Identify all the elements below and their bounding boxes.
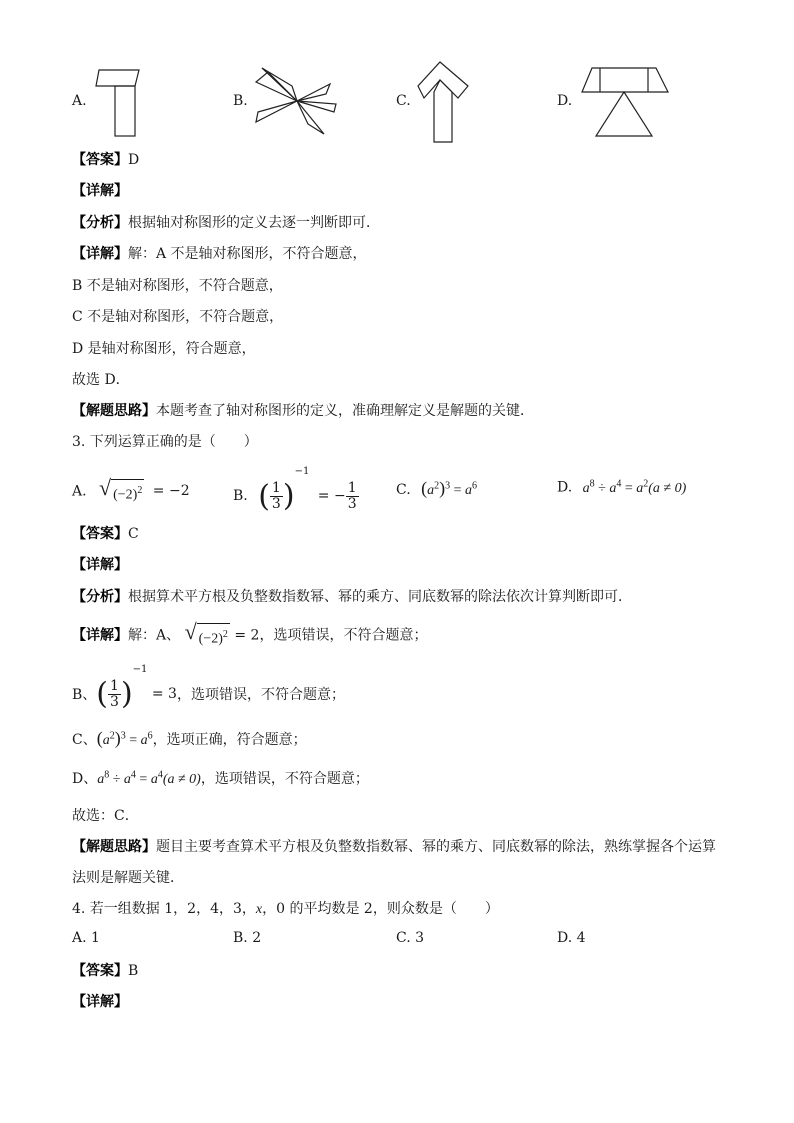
option-d-label: D. — [557, 93, 573, 109]
q2-line-c: C 不是轴对称图形，不符合题意， — [72, 309, 284, 325]
q3-option-d: D. $a^8 \div a^4 = a^2(a \ne 0)$ — [557, 478, 687, 496]
t-shape-icon — [95, 66, 145, 140]
q3-detail-heading: 【详解】 — [72, 557, 128, 573]
option-c-label: C. — [396, 93, 411, 109]
arrow-shape-icon — [414, 58, 474, 146]
q2-analysis: 【分析】根据轴对称图形的定义去逐一判断即可． — [72, 215, 380, 231]
q3-stem: 3. 下列运算正确的是（ ） — [72, 434, 258, 450]
q4-option-b: B. 2 — [233, 930, 262, 946]
q4-stem: 4. 若一组数据 1，2，4，3，x，0 的平均数是 2，则众数是（ ） — [72, 901, 499, 917]
option-b-label: B. — [233, 93, 248, 109]
q3-answer: 【答案】C — [72, 526, 139, 542]
q3-analysis: 【分析】根据算术平方根及负整数指数幂、幂的乘方、同底数幂的除法依次计算判断即可． — [72, 589, 632, 605]
q2-conclusion: 故选 D． — [72, 372, 130, 388]
q3-approach: 【解题思路】题目主要考查算术平方根及负整数指数幂、幂的乘方、同底数幂的除法，熟练掌握各个运算 — [72, 839, 716, 855]
q3-option-b: B. ( $\frac{1}{3}$ )$^{-1}$ = − $\frac{1}{3}$ — [233, 466, 357, 514]
q2-detail: 【详解】解：A 不是轴对称图形，不符合题意， — [72, 246, 367, 262]
q4-option-a: A. 1 — [72, 930, 100, 946]
q2-line-b: B 不是轴对称图形，不符合题意， — [72, 278, 283, 294]
q2-line-d: D 是轴对称图形，符合题意， — [72, 341, 256, 357]
q3-detail-c: C、$(a^2)^3 = a^6$，选项正确，符合题意； — [72, 728, 307, 748]
q2-answer: 【答案】D — [72, 152, 140, 168]
q2-approach: 【解题思路】本题考查了轴对称图形的定义，准确理解定义是解题的关键． — [72, 403, 534, 419]
q4-answer: 【答案】B — [72, 963, 139, 979]
q4-detail-heading: 【详解】 — [72, 994, 128, 1010]
trapezoid-triangle-icon — [578, 64, 674, 140]
q3-approach-cont: 法则是解题关键． — [72, 870, 184, 886]
q4-option-d: D. 4 — [557, 930, 586, 946]
pinwheel-icon — [252, 64, 342, 140]
q2-detail-heading: 【详解】 — [72, 183, 128, 199]
q3-conclusion: 故选：C． — [72, 808, 139, 824]
q3-detail-b: B、( $\frac{1}{3}$ )$^{-1}$ = 3，选项错误，不符合题意； — [72, 664, 345, 712]
q3-detail-d: D、$a^8 \div a^4 = a^4(a \ne 0)$，选项错误，不符合题意； — [72, 769, 369, 787]
q3-option-c: C. $(a^2)^3 = a^6$ — [396, 478, 478, 498]
option-a-label: A. — [72, 93, 87, 109]
q4-option-c: C. 3 — [396, 930, 425, 946]
q3-option-a: A. √ $(-2)^2$ = −2 — [72, 476, 190, 507]
q3-detail-a: 【详解】解：A、 √ $(-2)^2$ = 2，选项错误，不符合题意； — [72, 620, 427, 651]
